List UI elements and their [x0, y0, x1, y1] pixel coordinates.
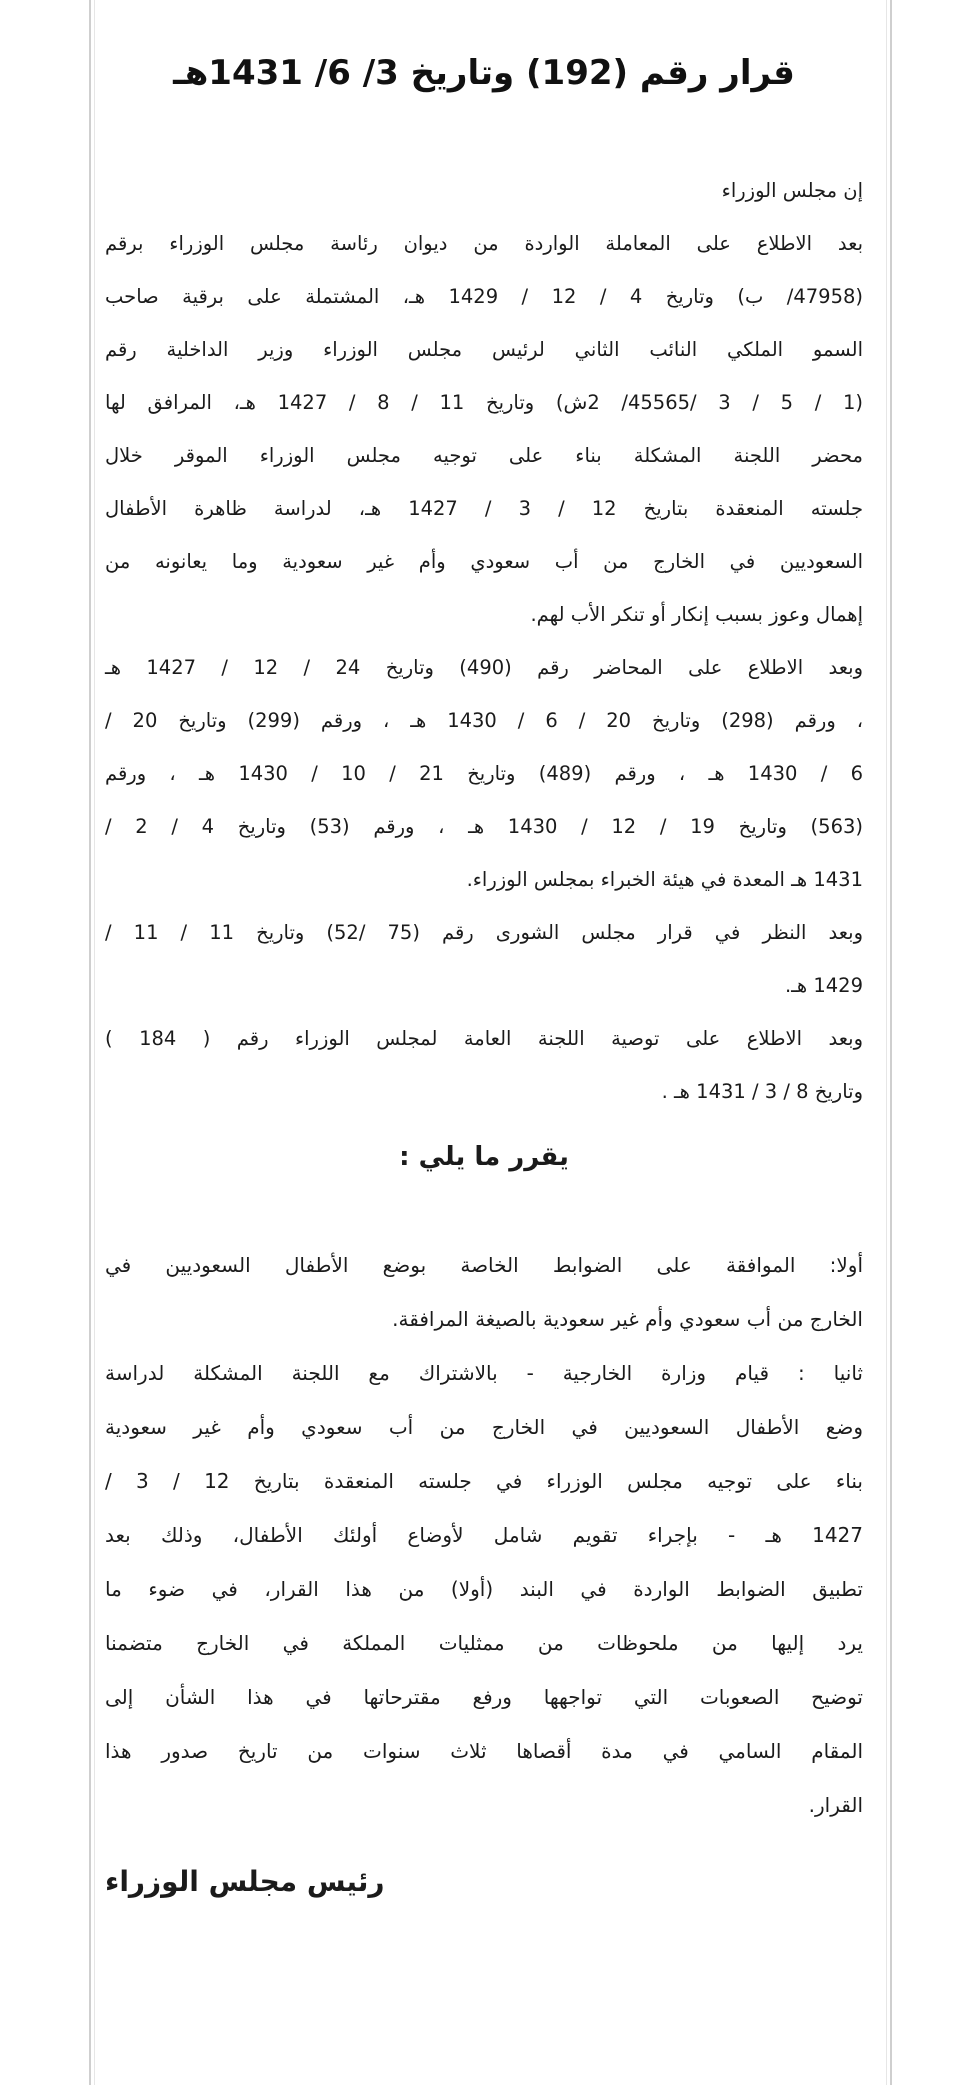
second-clause-line: بناء على توجيه مجلس الوزراء في جلسته المنعقدة بتاريخ 12 / 3 / [105, 1469, 863, 1493]
second-clause-line: يرد إليها من ملحوظات من ممثليات المملكة في الخارج متضمنا [105, 1631, 863, 1655]
preamble-line: بعد الاطلاع على المعاملة الواردة من ديوان رئاسة مجلس الوزراء برقم [105, 232, 863, 255]
preamble-line: (1 / 5 / 3 /45565/ 2ش) وتاريخ 11 / 8 / 1427 هـ، المرافق لها [105, 391, 863, 414]
first-clause-line: الخارج من أب سعودي وأم غير سعودية بالصيغة المرافقة. [392, 1307, 863, 1331]
minutes-line: وبعد الاطلاع على المحاضر رقم (490) وتاريخ 24 / 12 / 1427 هـ [105, 656, 863, 679]
decides-heading: يقرر ما يلي : [399, 1142, 569, 1172]
decision-second [105, 1346, 863, 1832]
minutes-line: (563) وتاريخ 19 / 12 / 1430 هـ ، ورقم (53) وتاريخ 4 / 2 / [105, 815, 863, 838]
preamble-line: السمو الملكي النائب الثاني لرئيس مجلس الوزراء وزير الداخلية رقم [105, 338, 863, 361]
preamble-line: السعوديين في الخارج من أب سعودي وأم غير سعودية وما يعانونه من [105, 550, 863, 573]
shura-paragraph [105, 906, 863, 1012]
first-clause-line: أولا: الموافقة على الضوابط الخاصة بوضع الأطفال السعوديين في [105, 1253, 863, 1277]
page-border-left-inner [94, 0, 95, 2085]
signature-title: رئيس مجلس الوزراء [105, 1865, 385, 1898]
decision-first [105, 1238, 863, 1346]
preamble-line: محضر اللجنة المشكلة بناء على توجيه مجلس الوزراء الموقر خلال [105, 444, 863, 467]
preamble-line: إهمال وعوز بسبب إنكار أو تنكر الأب لهم. [530, 603, 863, 626]
committee-line: وتاريخ 8 / 3 / 1431 هـ . [661, 1080, 863, 1103]
preamble [105, 164, 863, 641]
document-content [105, 0, 863, 1910]
minutes-paragraph [105, 641, 863, 906]
preamble-line: (47958/ ب) وتاريخ 4 / 12 / 1429 هـ، المشتملة على برقية صاحب [105, 285, 863, 308]
shura-line: 1429 هـ. [784, 974, 863, 997]
second-clause-line: 1427 هـ - بإجراء تقويم شامل لأوضاع أولئك الأطفال، وذلك بعد [105, 1523, 863, 1547]
shura-line: وبعد النظر في قرار مجلس الشورى رقم (75 /52) وتاريخ 11 / 11 / [105, 921, 863, 944]
second-clause-line: تطبيق الضوابط الواردة في البند (أولا) من هذا القرار، في ضوء ما [105, 1577, 863, 1601]
page-border-right-inner [886, 0, 887, 2085]
signature-block [105, 1854, 863, 1910]
second-clause-line: المقام السامي في مدة أقصاها ثلاث سنوات من تاريخ صدور هذا [105, 1739, 863, 1763]
committee-paragraph [105, 1012, 863, 1118]
minutes-line: 6 / 1430 هـ ، ورقم (489) وتاريخ 21 / 10 / 1430 هـ ، ورقم [105, 762, 863, 785]
committee-line: وبعد الاطلاع على توصية اللجنة العامة لمجلس الوزراء رقم ( 184 ) [105, 1027, 863, 1050]
minutes-line: ، ورقم (298) وتاريخ 20 / 6 / 1430 هـ ، ورقم (299) وتاريخ 20 / [105, 709, 863, 732]
second-clause-line: ثانيا : قيام وزارة الخارجية - بالاشتراك مع اللجنة المشكلة لدراسة [105, 1361, 863, 1385]
page-border-right [890, 0, 892, 2085]
page-border-left [89, 0, 91, 2085]
second-clause-line: وضع الأطفال السعوديين في الخارج من أب سعودي وأم غير سعودية [105, 1415, 863, 1439]
preamble-opening: إن مجلس الوزراء [721, 179, 863, 202]
preamble-line: جلسته المنعقدة بتاريخ 12 / 3 / 1427 هـ، لدراسة ظاهرة الأطفال [105, 497, 864, 520]
second-clause-line: توضيح الصعوبات التي تواجهها ورفع مقترحاتها في هذا الشأن إلى [105, 1685, 863, 1709]
decision-title: قرار رقم (192) وتاريخ 3/ 6/ 1431هـ [173, 53, 795, 93]
minutes-line: 1431 هـ المعدة في هيئة الخبراء بمجلس الوزراء. [466, 868, 863, 891]
second-clause-line: القرار. [808, 1793, 863, 1817]
